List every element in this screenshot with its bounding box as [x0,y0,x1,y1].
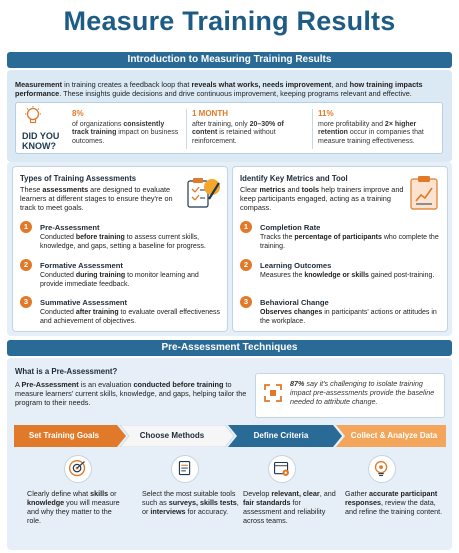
types-item-title: Formative Assessment [40,261,123,270]
metrics-item-text-c: gained post-training. [368,272,435,279]
intro-bold-2: how training impacts performance [15,80,423,99]
step-1-text-b: skills [90,489,109,498]
calendar-gear-icon [268,455,296,483]
metrics-item-text-b: percentage of participants [294,234,382,241]
types-item-text-b: before training [75,234,125,241]
step-2-text-a: Select the most suitable tools such as [142,489,236,507]
metrics-item-text-c: who complete the training. [260,234,439,250]
calendar-gear-icon [269,456,295,482]
stat-2-text-end: is retained without reinforcement. [192,129,276,145]
metrics-intro-bold: metrics [259,185,286,194]
number-badge: 1 [20,221,32,233]
page-title: Measure Training Results [63,6,396,36]
step-2-text-e: for accuracy. [185,506,229,516]
types-intro-text: These [20,185,43,194]
stat-1-text-end: impact on business outcomes. [72,129,179,145]
types-item-text-c: to monitor learning and provide immediate feedback. [40,272,199,288]
step-2-text-d: interviews [150,506,186,516]
checklist-icon [185,173,223,213]
step-2-label: Choose Methods [139,431,205,440]
section-bar-intro: Introduction to Measuring Training Results [7,52,452,68]
types-intro-bold: assessments [42,185,89,194]
metrics-intro-bold-2: tools [301,185,320,194]
quote-text [290,380,442,406]
metrics-item-text [260,272,442,281]
did-you-know-label: DID YOU KNOW? [22,131,60,151]
quote-percent: 87% [290,379,305,388]
pre-definition [15,380,247,408]
target-icon [64,455,92,483]
pre-def-text-e: to measure learners' current skills, knowledge, and gaps, helping tailor the program to their needs. [15,380,247,408]
step-4-description [345,490,445,517]
idea-gear-icon [368,455,396,483]
types-item-text-a: Conducted [40,234,76,241]
step-3-text-c: , and [319,489,336,498]
step-3-text-d: fair standards [243,497,291,507]
step-2-text-c: , or [142,497,239,516]
stat-1 [72,110,180,146]
types-item-text-a: Conducted [40,309,76,316]
stat-divider [312,109,313,149]
number-badge: 2 [240,259,252,271]
number-badge: 1 [240,221,252,233]
survey-icon [171,455,199,483]
types-item-text-c: to assess current skills, knowledge, and gaps, setting a baseline for progress. [40,234,206,250]
pre-def-bold-b: Pre-Assessment [21,380,79,389]
types-item-text-b: during training [75,272,126,279]
step-2-text-b: surveys, skills tests [168,497,237,507]
pre-def-text-c: is an evaluation [78,380,134,389]
pre-question: What is a Pre-Assessment? [15,367,118,376]
pre-def-text-a: A [15,380,22,389]
metrics-intro-text-2: and [285,185,302,194]
lightbulb-icon [24,106,42,126]
number-badge: 3 [240,296,252,308]
step-4-text-b: accurate participant responses [345,489,438,507]
metrics-item-text-b: Observes changes [260,309,323,316]
stat-2-bold: 20–30% of content [192,120,284,137]
step-1-text-d: knowledge [27,497,65,507]
types-intro [20,185,185,213]
step-3-text-e: for assessment and reliability across teams. [243,497,326,525]
intro-bold-1: reveals what works, needs improvement [191,80,332,89]
stat-3 [318,110,438,146]
stat-1-bold: consistently track training [72,120,165,137]
step-1-label: Set Training Goals [28,431,100,440]
stat-2-text: after training, only [192,120,250,128]
step-3-label: Define Criteria [253,431,309,440]
step-4-text-a: Gather [345,489,369,498]
types-item-text-b: after training [75,309,119,316]
stat-3-text: more profitability and [318,120,385,128]
types-intro-text-end: are designed to evaluate learners at different stages to ensure they're on track to meet goals. [20,185,173,213]
types-item-title: Summative Assessment [40,298,128,307]
metrics-item-text [260,234,442,252]
stat-2 [192,110,306,146]
stat-divider [186,109,187,149]
metrics-title: Identify Key Metrics and Tool [240,174,348,183]
metrics-card [232,166,448,332]
arrows-icon [262,382,284,404]
number-badge: 2 [20,259,32,271]
intro-term: Measurement [15,80,63,89]
step-3-description [243,490,341,526]
statistic-quote [255,373,445,418]
types-item-title: Pre-Assessment [40,223,100,232]
metrics-item-text-c: in participants' actions or attitudes in the workplace. [260,309,437,325]
types-card [12,166,228,332]
metrics-intro [240,185,405,213]
stat-3-text-end: occur in companies that measure training effectiveness. [318,129,424,145]
clipboard-chart-icon [409,175,439,211]
intro-text-2: , and [331,80,350,89]
quote-body: say it's challenging to isolate training impact pre-assessments provide the baseline needed to attribute change. [290,379,435,406]
survey-icon [172,456,198,482]
intro-paragraph [15,80,443,98]
metrics-intro-text: Clear [240,185,260,194]
metrics-item-text-a: Measures the [260,272,305,279]
step-1-text-a: Clearly define what [27,489,91,498]
stat-3-bold: 2× higher retention [318,120,417,137]
metrics-item-title: Completion Rate [260,223,321,232]
idea-gear-icon [369,456,395,482]
types-item-text [40,234,222,252]
target-icon [65,456,91,482]
types-item-text-a: Conducted [40,272,76,279]
number-badge: 3 [20,296,32,308]
step-1-text-e: you will measure and why they matter to the role. [27,497,120,525]
stat-1-text: of organizations [72,120,124,128]
step-4-text-c: , review the data, and refine the training content. [345,497,443,516]
metrics-item-text [260,309,442,327]
intro-text-1: in training creates a feedback loop that [62,80,192,89]
metrics-item-text-a: Tracks the [260,234,295,241]
did-you-know-box [15,102,443,154]
stat-1-value: 8% [72,109,84,118]
metrics-item-title: Learning Outcomes [260,261,332,270]
section-bar-pre-assessment: Pre-Assessment Techniques [7,340,452,356]
step-3-text-a: Develop [243,489,272,498]
pre-def-bold-d: conducted before training [133,380,224,389]
metrics-item-text-b: knowledge or skills [304,272,369,279]
step-2-description [142,490,242,517]
metrics-intro-text-end: help trainers improve and keep participants engaged, acting as a training compass. [240,185,404,213]
types-item-text [40,309,222,327]
types-item-text [40,272,222,290]
step-1-text-c: or [108,489,117,498]
types-title: Types of Training Assessments [20,174,137,183]
metrics-item-title: Behavioral Change [260,298,329,307]
types-item-text-c: to evaluate overall effectiveness and achievement of objectives. [40,309,221,325]
step-4-label: Collect & Analyze Data [350,431,438,440]
step-1-description [27,490,127,526]
step-3-text-b: relevant, clear [271,489,320,498]
intro-text-3: . These insights guide decisions and drive continuous improvement, keeping programs relevant and effective. [59,89,412,99]
stat-3-value: 11% [318,109,334,118]
stat-2-value: 1 MONTH [192,109,228,118]
